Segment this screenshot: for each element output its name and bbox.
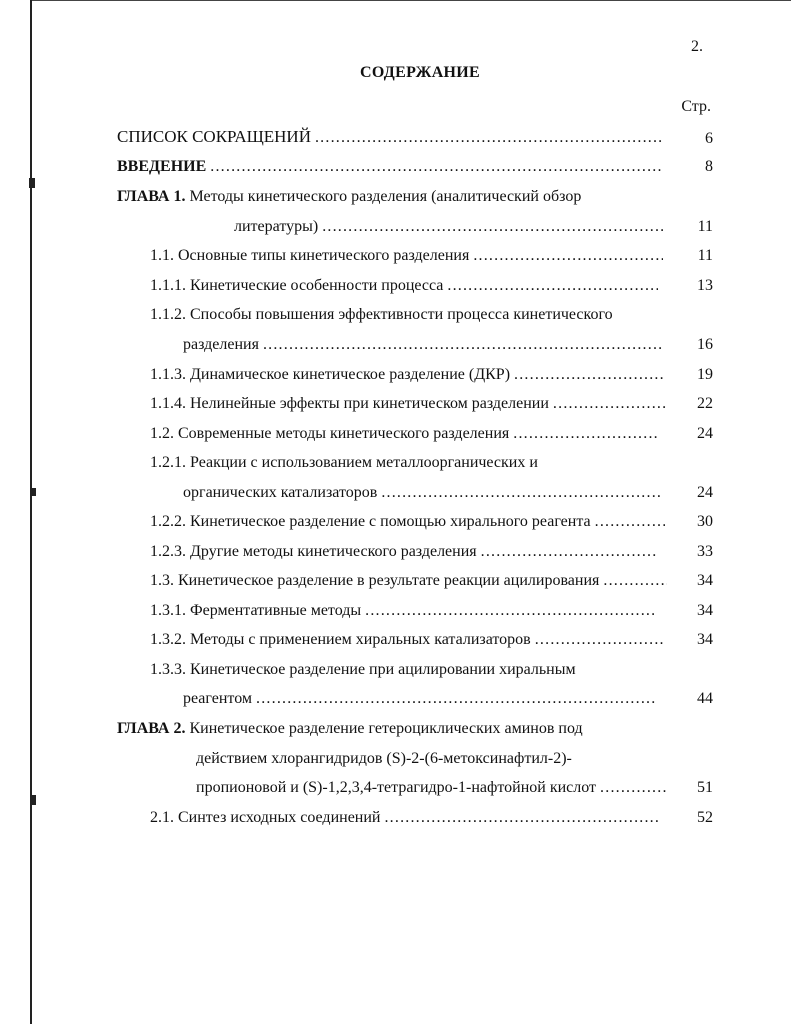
toc-leader (481, 542, 658, 562)
toc-leader (381, 483, 663, 503)
toc-page-number: 11 (697, 247, 713, 264)
toc-entry-title: ВВЕДЕНИЕ (117, 158, 207, 175)
toc-entry[interactable] (183, 483, 663, 503)
toc-entry-title: 1.3. Кинетическое разделение в результате реакции ацилирования (150, 572, 600, 589)
toc-chapter-heading[interactable] (117, 719, 583, 739)
toc-entry[interactable] (150, 276, 658, 296)
toc-leader (384, 808, 658, 828)
toc-leader (210, 157, 663, 177)
toc-page-number: 51 (697, 779, 713, 796)
toc-entry-title: пропионовой и (S)-1,2,3,4-тетрагидро-1-нафтойной кислот (196, 779, 597, 796)
toc-page-number: 52 (697, 809, 713, 826)
toc-entry[interactable] (183, 335, 663, 355)
chapter-label: ГЛАВА 1. (117, 188, 186, 205)
toc-entry-title: 1.1. Основные типы кинетического разделения (150, 247, 470, 264)
toc-leader (600, 778, 666, 798)
toc-entry[interactable] (150, 512, 665, 532)
toc-entry-title: разделения (183, 336, 259, 353)
toc-page-number: 34 (697, 602, 713, 619)
toc-leader (603, 571, 667, 591)
chapter-title-line: Кинетическое разделение гетероциклических аминов под (189, 720, 583, 737)
toc-entry[interactable] (117, 127, 663, 148)
toc-leader (514, 365, 663, 385)
toc-entry[interactable] (150, 365, 663, 385)
toc-entry-title: 1.2.2. Кинетическое разделение с помощью хирального реагента (150, 513, 591, 530)
toc-page-number: 19 (697, 366, 713, 383)
toc-entry-title: СПИСОК СОКРАЩЕНИЙ (117, 127, 311, 146)
toc-leader (513, 424, 658, 444)
toc-entry[interactable] (150, 630, 665, 650)
toc-page-number: 24 (697, 425, 713, 442)
toc-page-number: 44 (697, 690, 713, 707)
page-column-label: Стр. (681, 98, 711, 115)
toc-entry-title: 1.3.1. Ферментативные методы (150, 602, 362, 619)
toc-page-number: 24 (697, 484, 713, 501)
toc-entry-title: литературы) (234, 218, 319, 235)
toc-entry-title: 1.3.2. Методы с применением хиральных катализаторов (150, 631, 531, 648)
toc-entry-title: реагентом (183, 690, 253, 707)
toc-page-number: 8 (705, 158, 713, 175)
toc-entry[interactable] (150, 246, 663, 266)
toc-entry-title: 1.1.4. Нелинейные эффекты при кинетическом разделении (150, 395, 549, 412)
toc-page-number: 34 (697, 572, 713, 589)
toc-chapter-heading[interactable] (117, 187, 581, 207)
toc-entry-title: органических катализаторов (183, 484, 378, 501)
toc-page-number: 30 (697, 513, 713, 530)
toc-entry-title[interactable]: 1.3.3. Кинетическое разделение при ацилировании хиральным (150, 661, 576, 678)
toc-entry[interactable] (150, 424, 658, 444)
toc-leader (447, 276, 658, 296)
toc-leader (263, 335, 663, 355)
toc-entry-title: 1.2.3. Другие методы кинетического разделения (150, 543, 477, 560)
toc-leader (256, 689, 655, 709)
toc-entry-title: 1.2. Современные методы кинетического разделения (150, 425, 510, 442)
toc-entry[interactable] (150, 601, 654, 621)
chapter-title-line: Методы кинетического разделения (аналитический обзор (189, 188, 582, 205)
toc-entry[interactable] (196, 778, 666, 798)
toc-entry-title: 1.1.3. Динамическое кинетическое разделение (ДКР) (150, 366, 511, 383)
toc-page-number: 6 (705, 130, 713, 147)
toc-page-number: 34 (697, 631, 713, 648)
page-title: СОДЕРЖАНИЕ (359, 64, 481, 81)
toc-entry[interactable] (150, 394, 667, 414)
toc-leader (595, 512, 665, 532)
toc-leader (553, 394, 667, 414)
toc-leader (365, 601, 654, 621)
toc-leader (535, 630, 665, 650)
toc-page-number: 33 (697, 543, 713, 560)
toc-entry[interactable] (150, 542, 658, 562)
toc-entry-title[interactable]: 1.2.1. Реакции с использованием металлоорганических и (150, 454, 538, 471)
toc-page-number: 16 (697, 336, 713, 353)
toc-leader (322, 217, 663, 237)
page-number: 2. (691, 38, 703, 55)
toc-leader (315, 128, 663, 148)
toc-entry-title: 1.1.1. Кинетические особенности процесса (150, 277, 444, 294)
toc-page-number: 11 (697, 218, 713, 235)
toc-entry[interactable] (150, 571, 667, 591)
toc-entry[interactable] (234, 217, 663, 237)
toc-page-number: 13 (697, 277, 713, 294)
toc-entry[interactable] (117, 157, 663, 177)
toc-page-number: 22 (697, 395, 713, 412)
toc-entry[interactable] (150, 808, 658, 828)
toc-entry-title: 2.1. Синтез исходных соединений (150, 809, 381, 826)
toc-entry-title[interactable]: 1.1.2. Способы повышения эффективности процесса кинетического (150, 306, 613, 323)
toc-entry[interactable] (183, 689, 655, 709)
chapter-label: ГЛАВА 2. (117, 720, 186, 737)
chapter-title-line: действием хлорангидридов (S)-2-(6-метоксинафтил-2)- (196, 750, 572, 767)
toc-leader (473, 246, 663, 266)
